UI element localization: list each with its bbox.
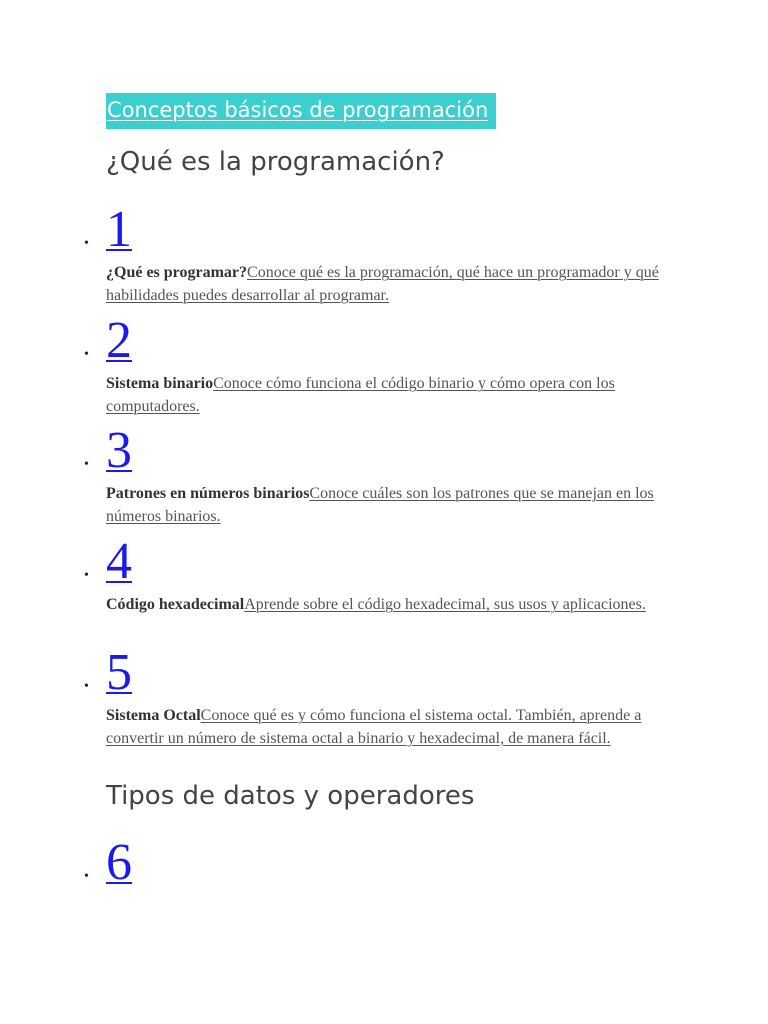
item-number-link[interactable]: 2 [106,312,132,369]
item-description [106,705,666,750]
item-number-link[interactable]: 4 [106,533,132,590]
item-title: Sistema binario [106,375,214,392]
item-text-link[interactable]: Conoce cómo funciona el código binario y cómo opera con los computadores. [106,375,615,415]
main-heading-link[interactable]: Conceptos básicos de programación [106,93,496,129]
bullet: • [84,568,89,583]
item-title: ¿Qué es programar? [106,264,248,281]
item-text-link[interactable]: Conoce cuáles son los patrones que se manejan en los números binarios. [106,485,654,525]
item-number-link[interactable]: 6 [106,834,132,891]
section-heading-tipos-datos: Tipos de datos y operadores [106,781,475,811]
bullet: • [84,869,89,884]
bullet: • [84,347,89,362]
item-description [106,262,666,307]
item-text-link[interactable]: Conoce qué es la programación, qué hace un programador y qué habilidades puedes desarrollar al programar. [106,264,659,304]
bullet: • [84,679,89,694]
bullet: • [84,236,89,251]
item-description [106,373,666,418]
item-description [106,594,666,617]
item-description [106,483,666,528]
item-title: Patrones en números binarios [106,485,310,502]
section-heading-programacion: ¿Qué es la programación? [106,147,445,177]
item-number-link[interactable]: 3 [106,422,132,479]
item-number-link[interactable]: 5 [106,644,132,701]
item-number-link[interactable]: 1 [106,201,132,258]
item-text-link[interactable]: Aprende sobre el código hexadecimal, sus usos y aplicaciones. [244,596,646,613]
item-text-link[interactable]: Conoce qué es y cómo funciona el sistema octal. También, aprende a convertir un número de sistema octal a binario y hexadecimal, de manera fácil. [106,707,642,747]
bullet: • [84,457,89,472]
item-title: Sistema Octal [106,707,201,724]
item-title: Código hexadecimal [106,596,245,613]
